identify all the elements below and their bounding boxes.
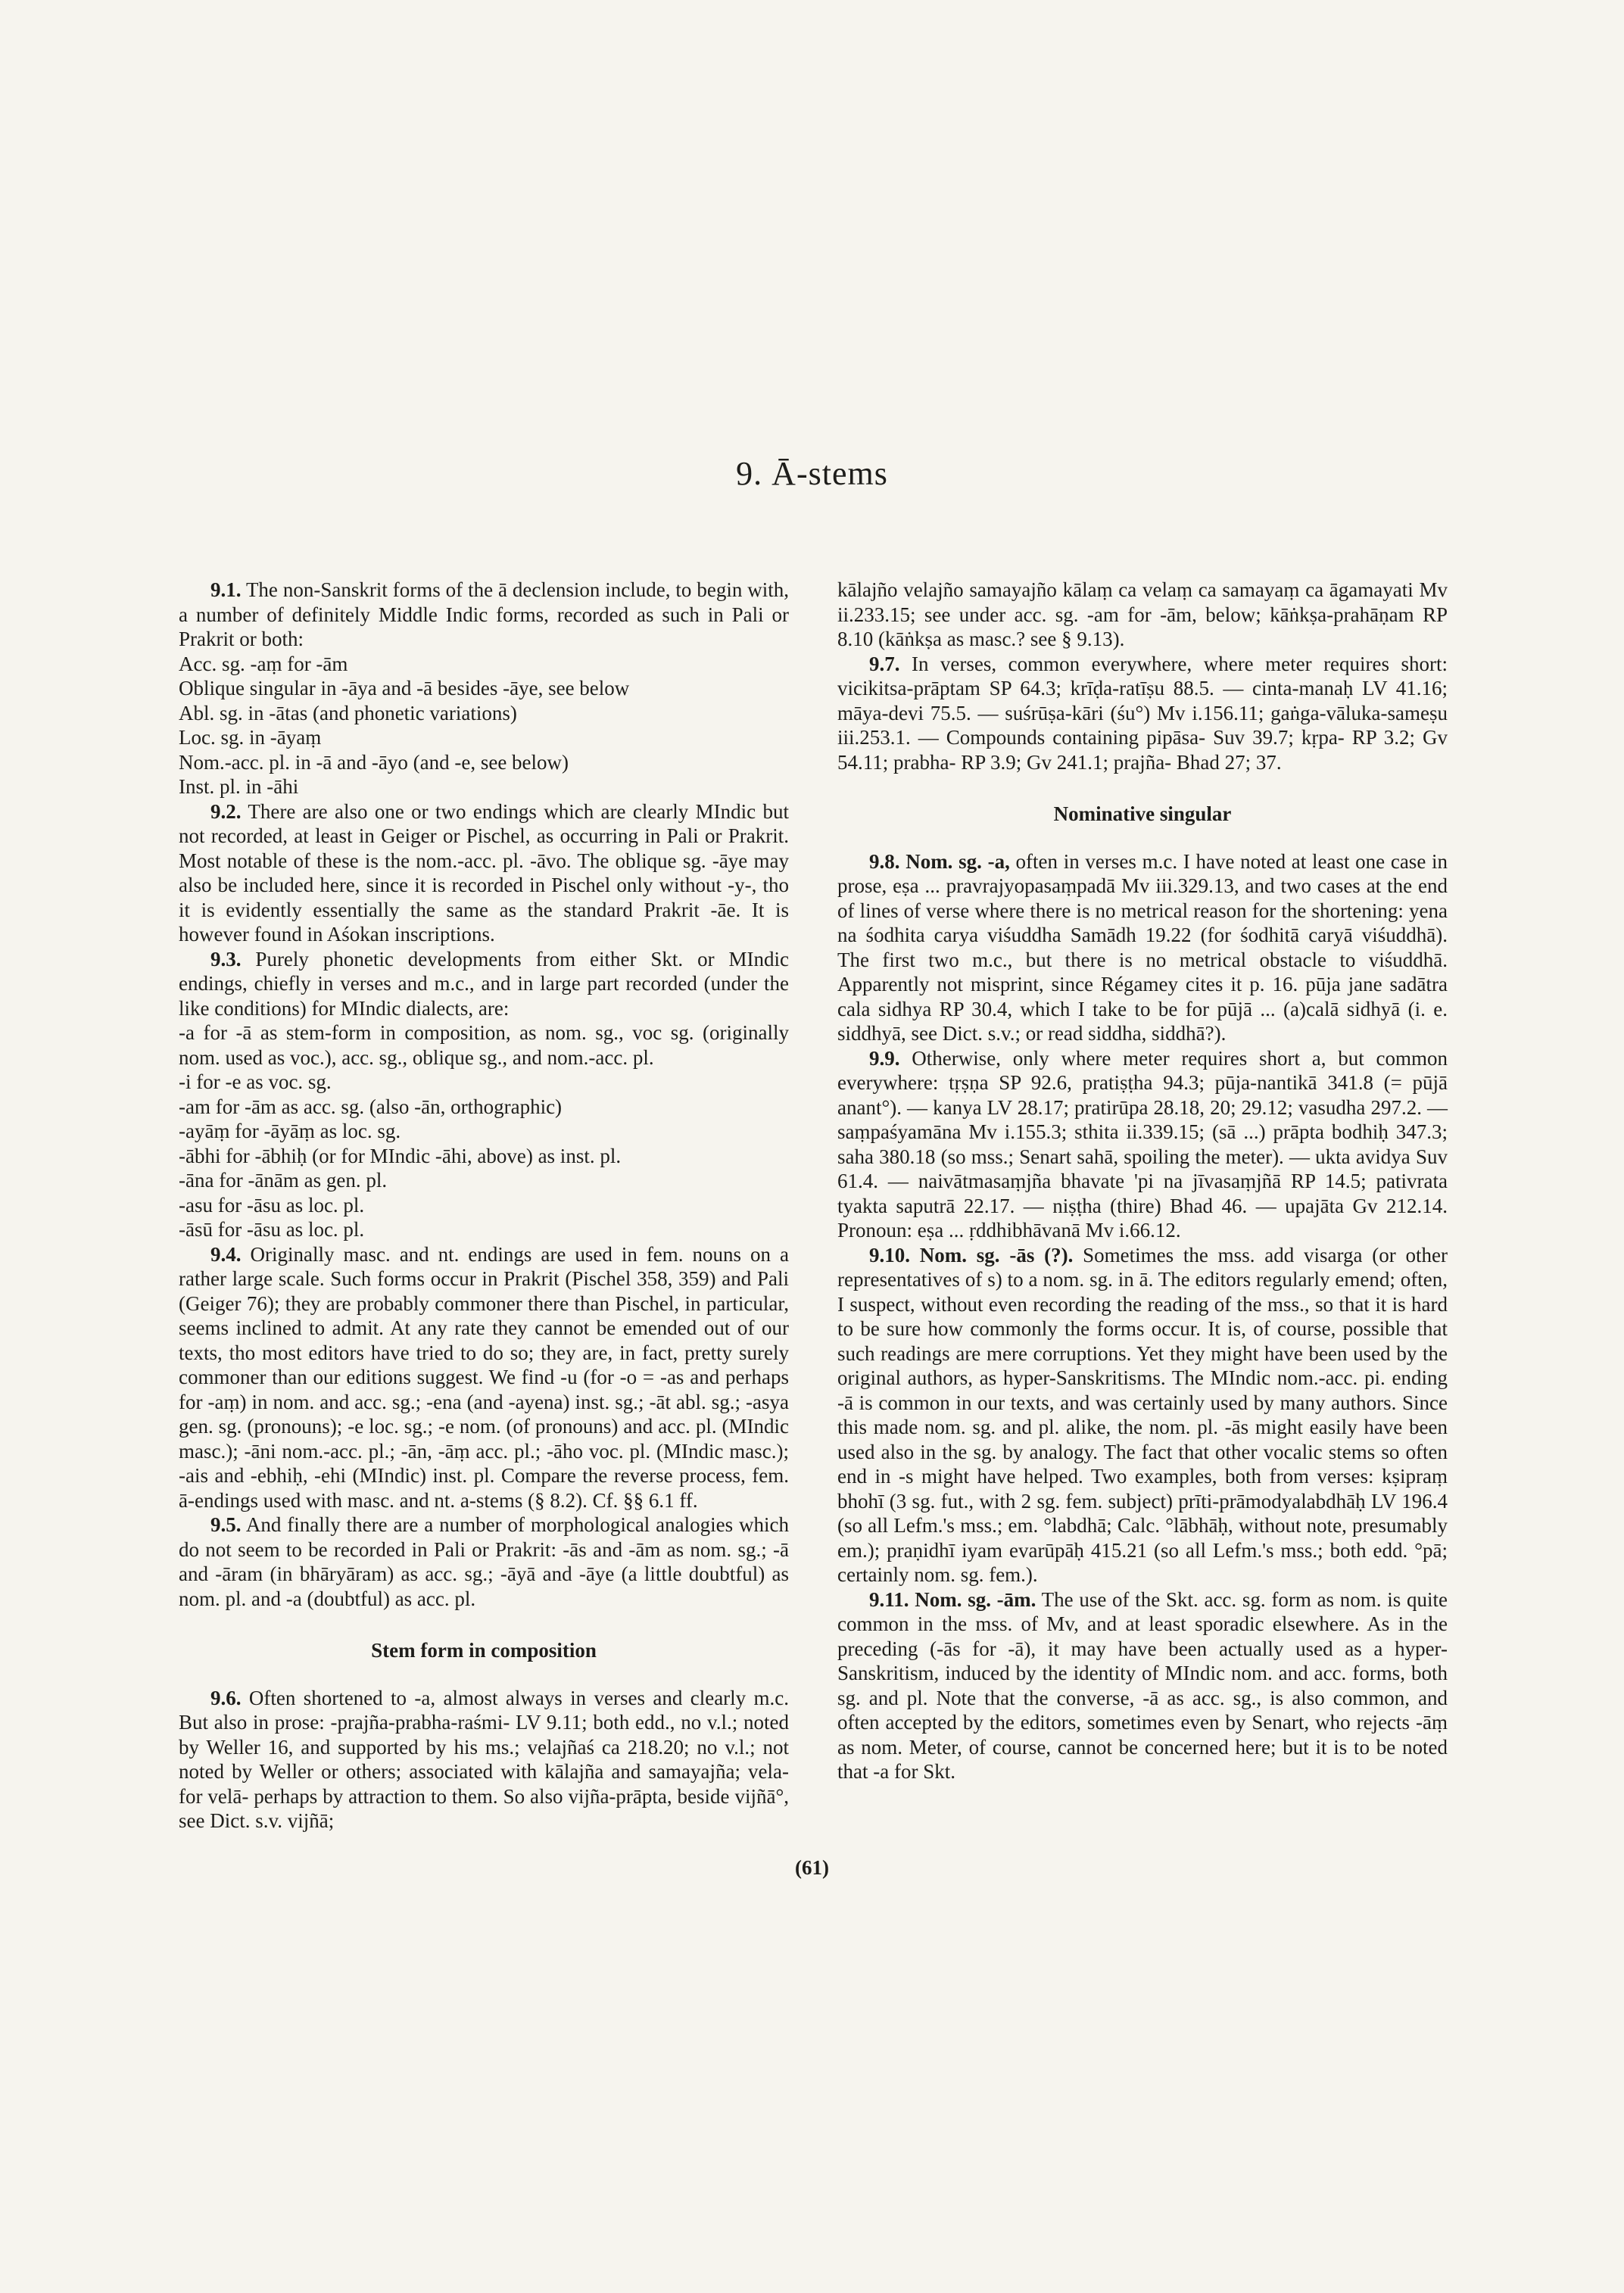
paragraph-text: Sometimes the mss. add visarga (or other representatives of s) to a nom. sg. in ā. The editors regularly emend; often, I suspect, without even recording the reading of the mss., so that it is hard to be sure how commonly the forms occur. It is, of course, possible that such readings are mere corruptions. Yet they might have been used by the original authors, as hyper-Sanskritisms. The MIndic nom.-acc. pi. ending -ā is common in our texts, and was certainly used by many authors. Since this made nom. sg. and pl. alike, the nom. pl. -ās might easily have been used also in the sg. by analogy. The fact that other vocalic stems so often end in -s might have helped. Two examples, both from verses: kṣipraṃ bhohī (3 sg. fut., with 2 sg. fem. subject) prīti-prāmodyalabdhāḥ LV 196.4 (so all Lefm.'s mss.; em. °labdhā; Calc. °lābhāḥ, without note, presumably em.); praṇidhī iyam evarūpāḥ 415.21 (so all Lefm.'s mss.; both edd. °pā; certainly nom. sg. fem.). — [837, 1243, 1448, 1586]
page-number: (61) — [795, 1855, 829, 1879]
list-line: -ayāṃ for -āyāṃ as loc. sg. — [179, 1120, 401, 1142]
section-number: 9.8. Nom. sg. -a, — [869, 849, 1010, 873]
list-line: Oblique singular in -āya and -ā besides -āye, see below — [179, 677, 630, 699]
section-number: 9.6. — [210, 1686, 242, 1709]
paragraph-9-5 — [179, 1513, 789, 1611]
paragraph-9-7 — [837, 652, 1448, 775]
text-columns — [179, 578, 1448, 1833]
paragraph-text: The use of the Skt. acc. sg. form as nom. is quite common in the mss. of Mv, and at least sporadic elsewhere. As in the preceding (-ās for -ā), it may have been actually used as a hyper-Sanskritism, induced by the identity of MIndic nom. and acc. forms, both sg. and pl. Note that the converse, -ā as acc. sg., is also common, and often accepted by the editors, sometimes even by Senart, who rejects -āṃ as nom. Meter, of course, cannot be concerned here; but it is to be noted that -a for Skt. — [837, 1587, 1448, 1783]
paragraph-9-9 — [837, 1046, 1448, 1243]
section-number: 9.3. — [210, 947, 242, 970]
paragraph-text: Otherwise, only where meter requires short a, but common everywhere: tṛṣṇa SP 92.6, pratiṣṭha 94.3; pūja-nantikā 341.8 (= pūjā anant°). — kanya LV 28.17; pratirūpa 28.18, 20; 29.12; vasudha 297.2. — saṃpaśyamāna Mv i.155.3; sthita ii.339.15; (sā ...) prāpta bodhiḥ 347.3; saha 380.18 (so mss.; Senart sahā, spoiling the meter). — ukta avidya Suv 61.4. — naivātmasaṃjña bhavate 'pi na jīvasaṃjñā RP 14.5; pativrata tyakta saputrā 22.17. — niṣṭha (thire) Bhad 46. — upajāta Gv 212.14. Pronoun: eṣa ... ṛddhibhāvanā Mv i.66.12. — [837, 1046, 1448, 1242]
list-line: -āsū for -āsu as loc. pl. — [179, 1218, 365, 1241]
paragraph-9-8 — [837, 849, 1448, 1046]
paragraph-9-2 — [179, 799, 789, 947]
paragraph-text: Often shortened to -a, almost always in verses and clearly m.c. But also in prose: -prajña-prabha-raśmi- LV 9.11; both edd., no v.l.; noted by Weller 16, and supported by his ms.; velajñaś ca 218.20; no v.l.; not noted by Weller or others; associated with kālajña and samayajña; vela- for velā- perhaps by attraction to them. So also vijña-prāpta, beside vijñā°, see Dict. s.v. vijñā; — [179, 1686, 790, 1832]
paragraph-text: often in verses m.c. I have noted at least one case in prose, eṣa ... pravrajyopasaṃpadā Mv iii.329.13, and two cases at the end of lines of verse where there is no metrical reason for the shortening: yena na śodhita carya viśuddha Samādh 19.22 (for śodhitā caryā viśuddhā). The first two m.c., but there is no metrical obstacle to viśuddhā. Apparently not misprint, since Régamey cites it p. 16. pūja jane sadātra cala sidhya RP 30.4, which I take to be for pūjā ... (a)calā sidhyā (i. e. siddhyā, see Dict. s.v.; or read siddha, siddhā?). — [837, 849, 1448, 1045]
subheading-stem-form: Stem form in composition — [371, 1639, 597, 1662]
list-line: Acc. sg. -aṃ for -ām — [179, 652, 348, 675]
paragraph-text: Originally masc. and nt. endings are used in fem. nouns on a rather large scale. Such forms occur in Prakrit (Pischel 358, 359) and Pali (Geiger 76); they are probably commoner there than Pischel, in particular, seems inclined to admit. At any rate they cannot be emended out of our texts, tho most editors have tried to do so; they are, in fact, pretty surely commoner than our editions suggest. We find -u (for -o = -as and perhaps for -aṃ) in nom. and acc. sg.; -ena (and -ayena) inst. sg.; -āt abl. sg.; -asya gen. sg. (pronouns); -e loc. sg.; -e nom. (of pronouns) and acc. pl. (MIndic masc.); -āni nom.-acc. pl.; -ān, -āṃ acc. pl.; -āho voc. pl. (MIndic masc.); -ais and -ebhiḥ, -ehi (MIndic) inst. pl. Compare the reverse process, fem. ā-endings used with masc. and nt. a-stems (§ 8.2). Cf. §§ 6.1 ff. — [179, 1242, 790, 1512]
section-number: 9.4. — [210, 1242, 242, 1266]
paragraph-text: In verses, common everywhere, where meter requires short: vicikitsa-prāptam SP 64.3; krīḍa-ratīṣu 88.5. — cinta-manaḥ LV 41.16; māya-devi 75.5. — suśrūṣa-kāri (śu°) Mv i.156.11; gaṅga-vāluka-sameṣu iii.253.1. — Compounds containing pipāsa- Suv 39.7; kṛpa- RP 3.2; Gv 54.11; prabha- RP 3.9; Gv 241.1; prajña- Bhad 27; 37. — [837, 652, 1448, 774]
paragraph-text: The non-Sanskrit forms of the ā declension include, to begin with, a number of definitely Middle Indic forms, recorded as such in Pali or Prakrit or both: — [179, 578, 789, 650]
section-number: 9.11. Nom. sg. -ām. — [869, 1587, 1036, 1611]
list-line: -asu for -āsu as loc. pl. — [179, 1193, 365, 1217]
paragraph-text: Purely phonetic developments from either Skt. or MIndic endings, chiefly in verses and m.c., and in large part recorded (under the like conditions) for MIndic dialects, are: — [179, 947, 789, 1020]
paragraph-9-3 — [179, 947, 789, 1021]
paragraph-9-11 — [837, 1587, 1448, 1784]
list-line: -a for -ā as stem-form in composition, as nom. sg., voc sg. (originally nom. used as voc.), acc. sg., oblique sg., and nom.-acc. pl. — [179, 1021, 789, 1069]
paragraph-9-6 — [179, 1686, 789, 1833]
section-number: 9.10. Nom. sg. -ās (?). — [869, 1243, 1074, 1266]
list-line: -i for -e as voc. sg. — [179, 1070, 332, 1093]
paragraph-9-10 — [837, 1243, 1448, 1587]
list-line: Nom.-acc. pl. in -ā and -āyo (and -e, see below) — [179, 750, 569, 774]
list-line: -am for -ām as acc. sg. (also -ān, orthographic) — [179, 1095, 563, 1118]
paragraph-9-4 — [179, 1242, 789, 1513]
list-line: Abl. sg. in -ātas (and phonetic variations) — [179, 701, 517, 724]
section-number: 9.5. — [210, 1513, 242, 1536]
list-line: Inst. pl. in -āhi — [179, 775, 299, 798]
paragraph-text: There are also one or two endings which are clearly MIndic but not recorded, at least in Geiger or Pischel, as occurring in Pali or Prakrit. Most notable of these is the nom.-acc. pl. -āvo. The oblique sg. -āye may also be included here, since it is recorded in Pischel only without -y-, tho it is evidently essentially the same as the standard Prakrit -āe. It is however found in Aśokan inscriptions. — [179, 799, 790, 946]
paragraph-text: And finally there are a number of morphological analogies which do not seem to be recorded in Pali or Prakrit: -ās and -ām as nom. sg.; -ā and -āram (in bhāryāram) as acc. sg.; -āyā and -āye (a little doubtful) as nom. pl. and -a (doubtful) as acc. pl. — [179, 1513, 789, 1610]
page-title: 9. Ā-stems — [736, 455, 888, 492]
column-right — [837, 578, 1448, 1833]
section-number: 9.7. — [869, 652, 900, 675]
section-number: 9.1. — [210, 578, 242, 601]
subheading-nominative-singular: Nominative singular — [1053, 802, 1232, 825]
section-number: 9.2. — [210, 799, 242, 823]
column-left — [179, 578, 789, 1833]
continuation-paragraph: kālajño velajño samayajño kālaṃ ca velaṃ ca samayaṃ ca āgamayati Mv ii.233.15; see under acc. sg. -am for -ām, below; kāṅkṣa-prahāṇam RP 8.10 (kāṅkṣa as masc.? see § 9.13). — [837, 578, 1448, 650]
paragraph-9-1 — [179, 578, 789, 652]
section-number: 9.9. — [869, 1046, 900, 1070]
list-line: -ābhi for -ābhiḥ (or for MIndic -āhi, above) as inst. pl. — [179, 1144, 622, 1167]
list-line: -āna for -ānām as gen. pl. — [179, 1169, 388, 1192]
list-line: Loc. sg. in -āyaṃ — [179, 726, 322, 749]
